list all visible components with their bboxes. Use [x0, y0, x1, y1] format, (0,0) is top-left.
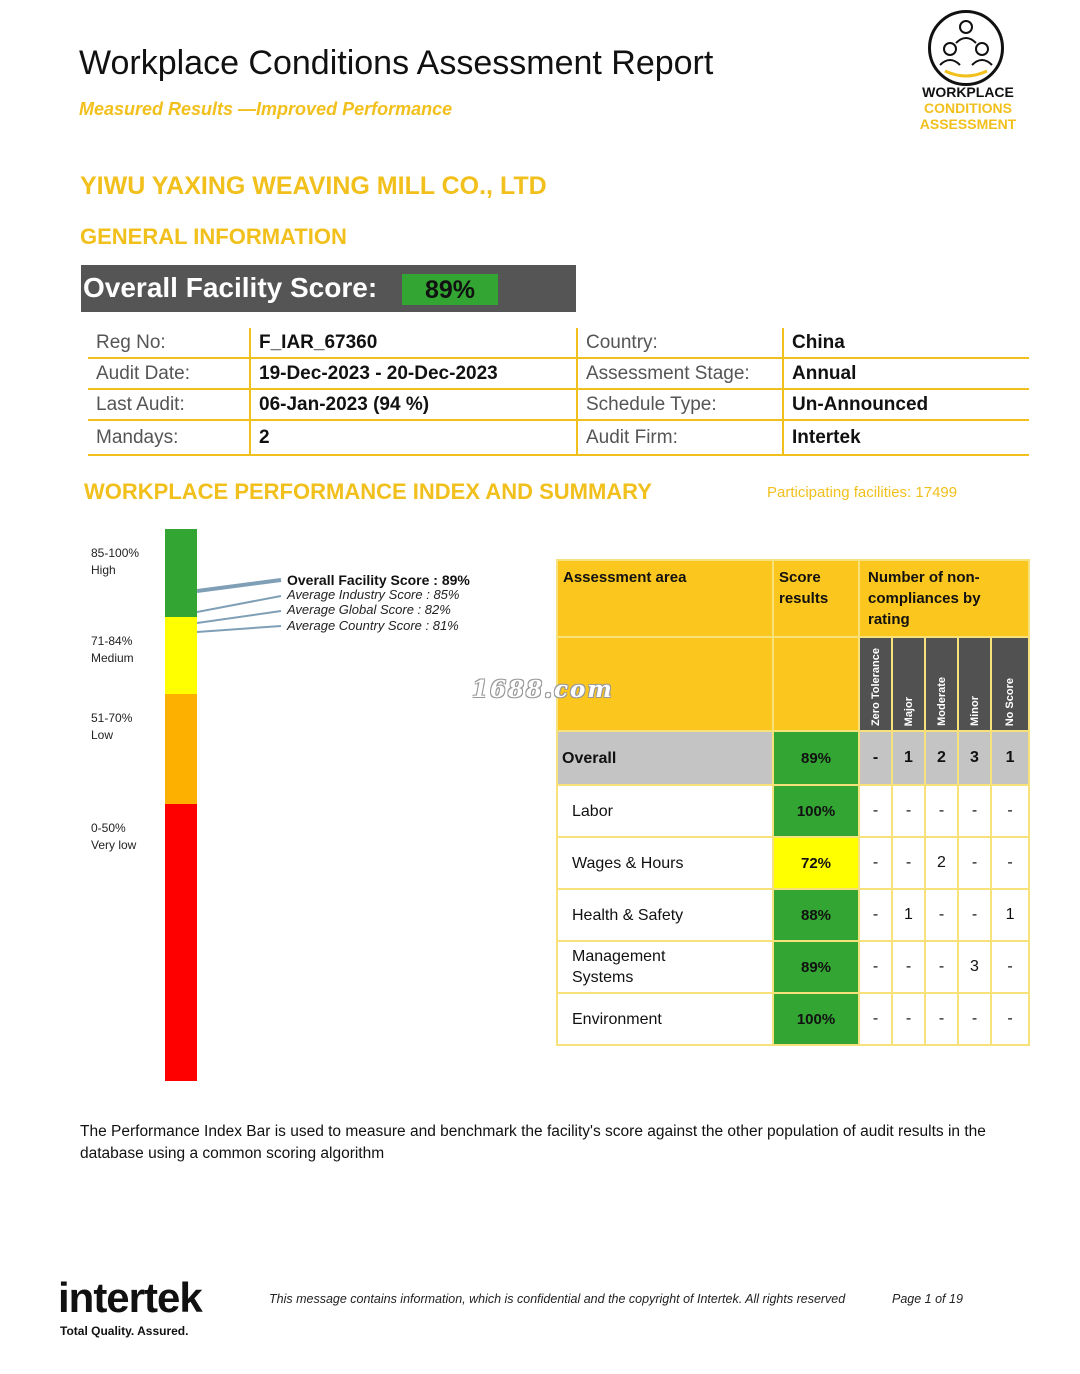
row-count: - — [892, 993, 925, 1045]
row-count: - — [958, 889, 991, 941]
footnote: The Performance Index Bar is used to measure and benchmark the facility's score against the other population of audit results in the database using a common scoring algorithm — [80, 1123, 986, 1162]
rating-moderate: Moderate — [925, 637, 958, 731]
assessment-stage-value: Annual — [783, 358, 1029, 389]
general-info-table — [88, 328, 1029, 456]
row-count: - — [925, 889, 958, 941]
row-count: - — [958, 993, 991, 1045]
audit-date-label: Audit Date: — [88, 358, 250, 389]
benchmark-industry: Average Industry Score : 85% — [287, 587, 460, 602]
overall-count-major: 1 — [892, 731, 925, 785]
row-score: 89% — [773, 941, 859, 993]
logo-text-assessment: ASSESSMENT — [919, 116, 1017, 132]
band-high-name: High — [91, 563, 116, 577]
row-count: - — [892, 837, 925, 889]
row-count: - — [859, 993, 892, 1045]
mandays-value: 2 — [250, 420, 577, 455]
overall-score-value: 89% — [402, 274, 498, 305]
audit-firm-value: Intertek — [783, 420, 1029, 455]
page-number: Page 1 of 19 — [892, 1292, 963, 1306]
watermark: 1688.com — [472, 676, 614, 703]
band-low-range: 51-70% — [91, 711, 133, 725]
band-high-range: 85-100% — [91, 546, 140, 560]
row-count: 1 — [892, 889, 925, 941]
benchmark-overall: Overall Facility Score : 89% — [287, 572, 470, 588]
band-low-segment — [165, 694, 197, 804]
row-area: Wages & Hours — [557, 837, 773, 889]
band-high-segment — [165, 529, 197, 617]
overall-score: 89% — [773, 731, 859, 785]
row-count: 3 — [958, 941, 991, 993]
overall-count-no-score: 1 — [991, 731, 1029, 785]
schedule-type-label: Schedule Type: — [577, 389, 783, 420]
row-count: - — [859, 785, 892, 837]
country-label: Country: — [577, 328, 783, 358]
row-area: Health & Safety — [557, 889, 773, 941]
overall-score-banner — [81, 265, 576, 312]
row-count: - — [991, 993, 1029, 1045]
audit-firm-label: Audit Firm: — [577, 420, 783, 455]
general-information-heading: GENERAL INFORMATION — [80, 224, 347, 249]
header-score-results: Score results — [773, 560, 859, 637]
row-count: - — [925, 785, 958, 837]
benchmark-global: Average Global Score : 82% — [287, 602, 451, 617]
band-medium-label — [91, 633, 134, 667]
benchmark-pointer-lines — [197, 570, 287, 640]
overall-score-pointer — [197, 580, 281, 591]
participating-facilities: Participating facilities: 17499 — [767, 484, 958, 501]
band-very-low-range: 0-50% — [91, 821, 126, 835]
row-count: - — [991, 941, 1029, 993]
row-score: 88% — [773, 889, 859, 941]
table-row — [557, 785, 1029, 837]
last-audit-value: 06-Jan-2023 (94 %) — [250, 389, 577, 420]
band-medium-range: 71-84% — [91, 634, 133, 648]
header-non-compliances: Number of non-compliances by rating — [859, 560, 1029, 637]
people-icon — [928, 10, 1004, 86]
global-score-pointer — [197, 611, 281, 623]
row-area: Management Systems — [557, 941, 773, 993]
row-count: - — [991, 785, 1029, 837]
overall-count-minor: 3 — [958, 731, 991, 785]
row-count: - — [892, 941, 925, 993]
summary-table — [556, 559, 1030, 1046]
intertek-tagline: Total Quality. Assured. — [60, 1324, 189, 1338]
table-row — [557, 941, 1029, 993]
benchmark-country: Average Country Score : 81% — [287, 618, 459, 633]
row-count: - — [892, 785, 925, 837]
table-row — [557, 993, 1029, 1045]
row-score: 100% — [773, 993, 859, 1045]
band-medium-segment — [165, 617, 197, 694]
last-audit-label: Last Audit: — [88, 389, 250, 420]
rating-zero-tolerance: Zero Tolerance — [859, 637, 892, 731]
row-count: - — [925, 941, 958, 993]
row-count: - — [925, 993, 958, 1045]
industry-score-pointer — [197, 596, 281, 612]
country-score-pointer — [197, 626, 281, 632]
logo-text-conditions: CONDITIONS — [924, 100, 1012, 116]
rating-no-score: No Score — [991, 637, 1029, 731]
confidentiality-disclaimer: This message contains information, which is confidential and the copyright of Intertek. All rights reserved — [269, 1292, 846, 1306]
band-low-label — [91, 710, 132, 744]
row-count: 1 — [991, 889, 1029, 941]
header-assessment-area: Assessment area — [557, 560, 773, 637]
row-count: - — [859, 837, 892, 889]
band-very-low-label — [91, 820, 136, 854]
row-score: 100% — [773, 785, 859, 837]
report-title: Workplace Conditions Assessment Report — [79, 44, 714, 82]
report-subtitle: Measured Results —Improved Performance — [79, 99, 453, 119]
reg-no-label: Reg No: — [88, 328, 250, 358]
row-count: - — [859, 941, 892, 993]
band-medium-name: Medium — [91, 651, 134, 665]
row-count: 2 — [925, 837, 958, 889]
reg-no-value: F_IAR_67360 — [250, 328, 577, 358]
band-very-low-name: Very low — [91, 838, 137, 852]
rating-major: Major — [892, 637, 925, 731]
intertek-logo: intertek — [58, 1274, 202, 1321]
table-row — [557, 837, 1029, 889]
header-score-filler — [773, 637, 859, 731]
overall-count-zero-tolerance: - — [859, 731, 892, 785]
row-count: - — [991, 837, 1029, 889]
band-very-low-segment — [165, 804, 197, 1081]
row-count: - — [859, 889, 892, 941]
band-high-label — [91, 545, 139, 579]
wca-logo — [905, 8, 1031, 136]
row-area: Labor — [557, 785, 773, 837]
row-area: Environment — [557, 993, 773, 1045]
audit-date-value: 19-Dec-2023 - 20-Dec-2023 — [250, 358, 577, 389]
rating-minor: Minor — [958, 637, 991, 731]
country-value: China — [783, 328, 1029, 358]
schedule-type-value: Un-Announced — [783, 389, 1029, 420]
logo-text-workplace: WORKPLACE — [922, 84, 1014, 100]
row-count: - — [958, 837, 991, 889]
performance-heading: WORKPLACE PERFORMANCE INDEX AND SUMMARY — [84, 479, 652, 504]
row-score: 72% — [773, 837, 859, 889]
table-row — [557, 889, 1029, 941]
overall-count-moderate: 2 — [925, 731, 958, 785]
assessment-stage-label: Assessment Stage: — [577, 358, 783, 389]
mandays-label: Mandays: — [88, 420, 250, 455]
row-count: - — [958, 785, 991, 837]
overall-row — [557, 731, 1029, 785]
overall-area: Overall — [557, 731, 773, 785]
band-low-name: Low — [91, 728, 114, 742]
overall-score-label: Overall Facility Score: — [83, 272, 378, 303]
company-name: YIWU YAXING WEAVING MILL CO., LTD — [80, 172, 547, 200]
